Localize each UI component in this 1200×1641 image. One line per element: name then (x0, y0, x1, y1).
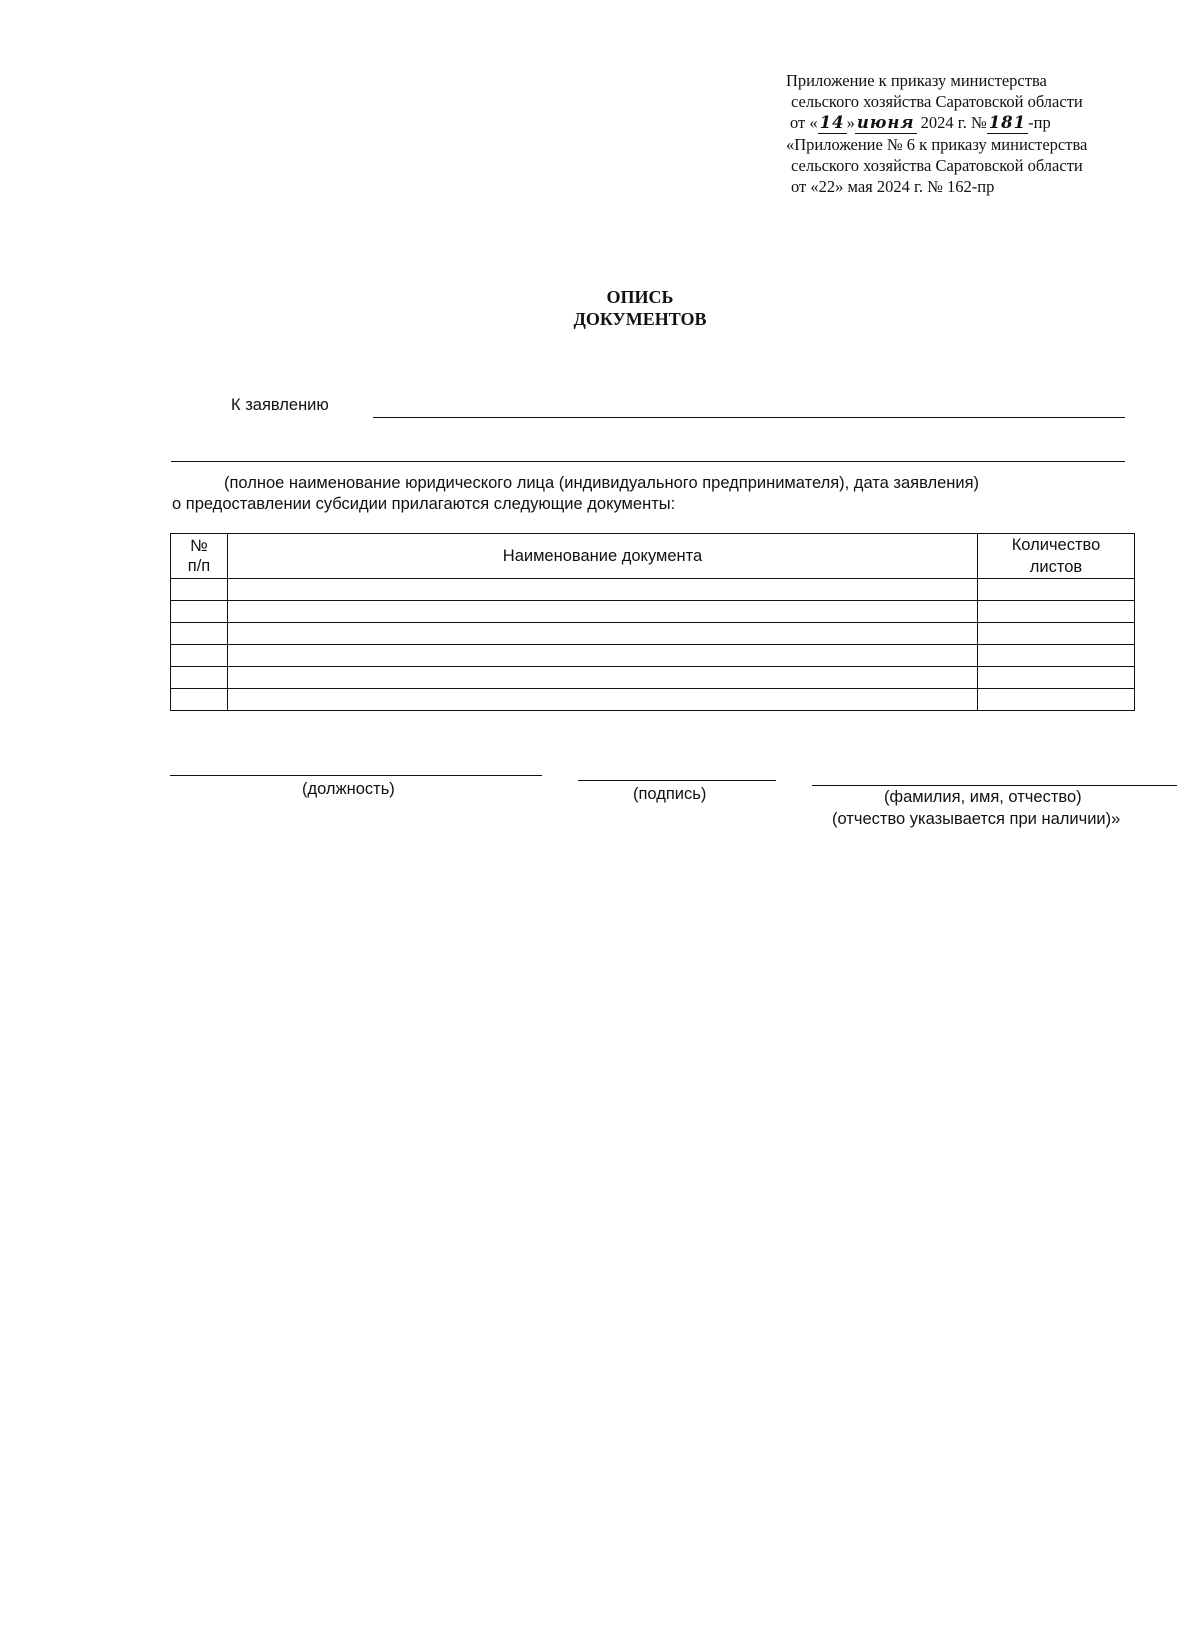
document-name-cell[interactable] (228, 667, 978, 689)
patronymic-note: (отчество указывается при наличии)» (832, 810, 1121, 828)
row-number-cell[interactable] (171, 645, 228, 667)
table-row (171, 601, 1135, 623)
document-name-cell[interactable] (228, 645, 978, 667)
appendix-line-3 (786, 112, 1166, 134)
full-name-line (812, 785, 1177, 786)
order-number-suffix: -пр (1028, 113, 1051, 132)
document-name-cell[interactable] (228, 601, 978, 623)
document-name-cell[interactable] (228, 689, 978, 711)
appendix-line-1: Приложение к приказу министерства (786, 71, 1047, 90)
table-row (171, 579, 1135, 601)
header-number-line-1: № (190, 537, 208, 555)
signature-line (578, 780, 776, 781)
handwritten-day: 14 (819, 113, 845, 132)
row-number-cell[interactable] (171, 689, 228, 711)
header-number-line-2: п/п (187, 557, 211, 575)
handwritten-order-number: 181 (988, 113, 1027, 132)
document-title-line-1: ОПИСЬ (606, 287, 674, 307)
full-name-caption: (фамилия, имя, отчество) (884, 788, 1082, 806)
header-number (171, 534, 228, 579)
signature-caption: (подпись) (633, 785, 707, 803)
position-caption: (должность) (302, 780, 395, 798)
handwritten-month: июня (856, 113, 915, 132)
table-row (171, 689, 1135, 711)
sheet-count-cell[interactable] (978, 689, 1135, 711)
appendix-line-2: сельского хозяйства Саратовской области (791, 92, 1083, 111)
documents-table (170, 533, 1135, 711)
header-document-name: Наименование документа (228, 534, 978, 579)
appendix-header (786, 70, 1166, 197)
document-name-cell[interactable] (228, 579, 978, 601)
order-date-mid: » (846, 113, 855, 132)
table-row (171, 623, 1135, 645)
sheet-count-cell[interactable] (978, 623, 1135, 645)
row-number-cell[interactable] (171, 579, 228, 601)
table-row (171, 645, 1135, 667)
statement-label: К заявлению (231, 396, 329, 414)
document-name-cell[interactable] (228, 623, 978, 645)
appendix-line-4: «Приложение № 6 к приказу министерства (786, 135, 1088, 154)
header-sheet-count-line-1: Количество (1011, 536, 1101, 554)
table-header-row (171, 534, 1135, 579)
row-number-cell[interactable] (171, 623, 228, 645)
statement-fill-line (373, 417, 1125, 418)
sheet-count-cell[interactable] (978, 579, 1135, 601)
order-date-prefix: от « (790, 113, 818, 132)
row-number-cell[interactable] (171, 667, 228, 689)
header-sheet-count (978, 534, 1135, 579)
header-sheet-count-line-2: листов (1029, 558, 1083, 576)
order-date-year: 2024 г. № (916, 113, 987, 132)
sheet-count-cell[interactable] (978, 667, 1135, 689)
appendix-line-5: сельского хозяйства Саратовской области (791, 156, 1083, 175)
statement-intro: о предоставлении субсидии прилагаются следующие документы: (172, 495, 676, 513)
applicant-name-caption: (полное наименование юридического лица (индивидуального предпринимателя), дата заявления) (224, 474, 980, 492)
document-title-line-2: ДОКУМЕНТОВ (573, 309, 707, 329)
sheet-count-cell[interactable] (978, 601, 1135, 623)
position-signature-line (170, 775, 542, 776)
applicant-name-line (171, 461, 1125, 462)
sheet-count-cell[interactable] (978, 645, 1135, 667)
appendix-line-6: от «22» мая 2024 г. № 162-пр (791, 177, 995, 196)
table-row (171, 667, 1135, 689)
row-number-cell[interactable] (171, 601, 228, 623)
